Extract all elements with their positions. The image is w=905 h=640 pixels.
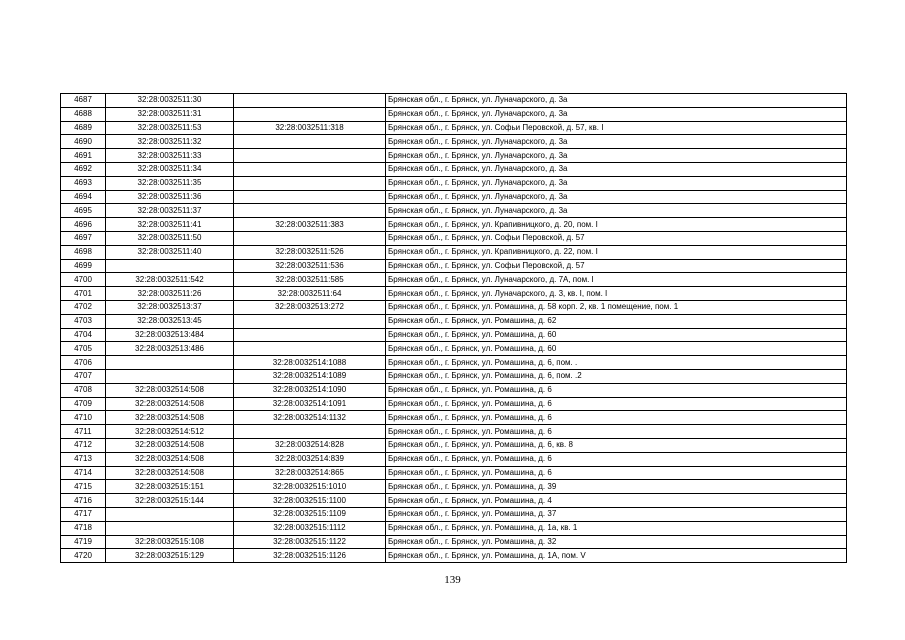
address-cell: Брянская обл., г. Брянск, ул. Ромашина, д. 32 [386,535,847,549]
object-cadastral-number-cell [234,204,386,218]
cadastral-number-cell: 32:28:0032511:40 [106,245,234,259]
cadastral-number-cell: 32:28:0032511:37 [106,204,234,218]
cadastral-number-cell: 32:28:0032514:512 [106,425,234,439]
address-cell: Брянская обл., г. Брянск, ул. Ромашина, д. 39 [386,480,847,494]
address-cell: Брянская обл., г. Брянск, ул. Ромашина, д. 6 [386,411,847,425]
address-cell: Брянская обл., г. Брянск, ул. Ромашина, д. 62 [386,314,847,328]
object-cadastral-number-cell: 32:28:0032515:1122 [234,535,386,549]
object-cadastral-number-cell: 32:28:0032511:318 [234,121,386,135]
address-cell: Брянская обл., г. Брянск, ул. Ромашина, д. 6, пом. .2 [386,369,847,383]
table-row [61,204,847,218]
address-cell: Брянская обл., г. Брянск, ул. Ромашина, д. 6 [386,466,847,480]
object-cadastral-number-cell [234,94,386,108]
cadastral-number-cell: 32:28:0032513:37 [106,300,234,314]
object-cadastral-number-cell: 32:28:0032511:64 [234,287,386,301]
table-row [61,383,847,397]
table-row [61,107,847,121]
address-cell: Брянская обл., г. Брянск, ул. Луначарского, д. 3а [386,149,847,163]
table-row [61,397,847,411]
address-cell: Брянская обл., г. Брянск, ул. Ромашина, д. 6, кв. 8 [386,438,847,452]
table-row [61,369,847,383]
row-number-cell: 4701 [61,287,106,301]
row-number-cell: 4688 [61,107,106,121]
table-row [61,300,847,314]
object-cadastral-number-cell [234,149,386,163]
cadastral-number-cell: 32:28:0032514:508 [106,466,234,480]
cadastral-number-cell: 32:28:0032511:41 [106,218,234,232]
object-cadastral-number-cell [234,190,386,204]
cadastral-number-cell: 32:28:0032514:508 [106,383,234,397]
row-number-cell: 4703 [61,314,106,328]
row-number-cell: 4692 [61,162,106,176]
object-cadastral-number-cell: 32:28:0032515:1112 [234,521,386,535]
table-row [61,162,847,176]
object-cadastral-number-cell [234,231,386,245]
cadastral-number-cell: 32:28:0032514:508 [106,397,234,411]
address-cell: Брянская обл., г. Брянск, ул. Ромашина, д. 60 [386,342,847,356]
object-cadastral-number-cell: 32:28:0032514:1088 [234,356,386,370]
object-cadastral-number-cell: 32:28:0032515:1100 [234,494,386,508]
row-number-cell: 4708 [61,383,106,397]
address-cell: Брянская обл., г. Брянск, ул. Луначарского, д. 3а [386,135,847,149]
row-number-cell: 4700 [61,273,106,287]
cadastral-number-cell: 32:28:0032511:32 [106,135,234,149]
row-number-cell: 4704 [61,328,106,342]
registry-table-body [61,94,847,563]
table-row [61,549,847,563]
table-row [61,149,847,163]
row-number-cell: 4687 [61,94,106,108]
table-row [61,507,847,521]
address-cell: Брянская обл., г. Брянск, ул. Луначарского, д. 3а [386,162,847,176]
table-row [61,452,847,466]
row-number-cell: 4718 [61,521,106,535]
address-cell: Брянская обл., г. Брянск, ул. Ромашина, д. 6 [386,425,847,439]
address-cell: Брянская обл., г. Брянск, ул. Софьи Перовской, д. 57 [386,259,847,273]
address-cell: Брянская обл., г. Брянск, ул. Ромашина, д. 60 [386,328,847,342]
table-row [61,425,847,439]
object-cadastral-number-cell: 32:28:0032515:1010 [234,480,386,494]
cadastral-number-cell: 32:28:0032511:35 [106,176,234,190]
row-number-cell: 4712 [61,438,106,452]
row-number-cell: 4705 [61,342,106,356]
object-cadastral-number-cell: 32:28:0032514:1132 [234,411,386,425]
object-cadastral-number-cell: 32:28:0032514:1091 [234,397,386,411]
address-cell: Брянская обл., г. Брянск, ул. Луначарского, д. 3а [386,190,847,204]
object-cadastral-number-cell: 32:28:0032514:1090 [234,383,386,397]
row-number-cell: 4711 [61,425,106,439]
row-number-cell: 4697 [61,231,106,245]
object-cadastral-number-cell: 32:28:0032511:383 [234,218,386,232]
address-cell: Брянская обл., г. Брянск, ул. Крапивницкого, д. 20, пом. I [386,218,847,232]
address-cell: Брянская обл., г. Брянск, ул. Луначарского, д. 7А, пом. I [386,273,847,287]
row-number-cell: 4698 [61,245,106,259]
address-cell: Брянская обл., г. Брянск, ул. Луначарского, д. 3а [386,94,847,108]
table-row [61,190,847,204]
row-number-cell: 4691 [61,149,106,163]
address-cell: Брянская обл., г. Брянск, ул. Ромашина, д. 4 [386,494,847,508]
table-row [61,121,847,135]
object-cadastral-number-cell: 32:28:0032514:839 [234,452,386,466]
object-cadastral-number-cell [234,342,386,356]
table-row [61,328,847,342]
address-cell: Брянская обл., г. Брянск, ул. Луначарского, д. 3а [386,176,847,190]
address-cell: Брянская обл., г. Брянск, ул. Луначарского, д. 3, кв. I, пом. I [386,287,847,301]
address-cell: Брянская обл., г. Брянск, ул. Ромашина, д. 58 корп. 2, кв. 1 помещение, пом. 1 [386,300,847,314]
object-cadastral-number-cell: 32:28:0032515:1109 [234,507,386,521]
table-row [61,273,847,287]
table-row [61,342,847,356]
address-cell: Брянская обл., г. Брянск, ул. Ромашина, д. 6 [386,383,847,397]
cadastral-number-cell: 32:28:0032511:50 [106,231,234,245]
page-number: 139 [444,574,461,586]
object-cadastral-number-cell [234,314,386,328]
object-cadastral-number-cell [234,328,386,342]
address-cell: Брянская обл., г. Брянск, ул. Ромашина, д. 1а, кв. 1 [386,521,847,535]
address-cell: Брянская обл., г. Брянск, ул. Ромашина, д. 1А, пом. V [386,549,847,563]
row-number-cell: 4707 [61,369,106,383]
registry-table [60,93,847,563]
address-cell: Брянская обл., г. Брянск, ул. Крапивницкого, д. 22, пом. I [386,245,847,259]
row-number-cell: 4716 [61,494,106,508]
table-row [61,135,847,149]
object-cadastral-number-cell: 32:28:0032515:1126 [234,549,386,563]
object-cadastral-number-cell: 32:28:0032511:536 [234,259,386,273]
cadastral-number-cell: 32:28:0032514:508 [106,411,234,425]
object-cadastral-number-cell: 32:28:0032513:272 [234,300,386,314]
address-cell: Брянская обл., г. Брянск, ул. Софьи Перовской, д. 57 [386,231,847,245]
row-number-cell: 4720 [61,549,106,563]
cadastral-number-cell: 32:28:0032513:484 [106,328,234,342]
cadastral-number-cell: 32:28:0032511:542 [106,273,234,287]
cadastral-number-cell: 32:28:0032515:108 [106,535,234,549]
table-row [61,438,847,452]
row-number-cell: 4694 [61,190,106,204]
address-cell: Брянская обл., г. Брянск, ул. Ромашина, д. 6 [386,452,847,466]
table-row [61,94,847,108]
row-number-cell: 4690 [61,135,106,149]
object-cadastral-number-cell [234,176,386,190]
table-row [61,176,847,190]
row-number-cell: 4702 [61,300,106,314]
cadastral-number-cell: 32:28:0032513:486 [106,342,234,356]
cadastral-number-cell: 32:28:0032515:129 [106,549,234,563]
cadastral-number-cell: 32:28:0032511:36 [106,190,234,204]
cadastral-number-cell: 32:28:0032513:45 [106,314,234,328]
cadastral-number-cell: 32:28:0032511:33 [106,149,234,163]
row-number-cell: 4706 [61,356,106,370]
object-cadastral-number-cell: 32:28:0032514:865 [234,466,386,480]
row-number-cell: 4710 [61,411,106,425]
object-cadastral-number-cell: 32:28:0032514:828 [234,438,386,452]
row-number-cell: 4717 [61,507,106,521]
cadastral-number-cell: 32:28:0032514:508 [106,438,234,452]
cadastral-number-cell [106,369,234,383]
table-row [61,245,847,259]
object-cadastral-number-cell [234,135,386,149]
table-row [61,494,847,508]
cadastral-number-cell: 32:28:0032511:34 [106,162,234,176]
address-cell: Брянская обл., г. Брянск, ул. Софьи Перовской, д. 57, кв. I [386,121,847,135]
table-row [61,480,847,494]
cadastral-number-cell [106,507,234,521]
address-cell: Брянская обл., г. Брянск, ул. Ромашина, д. 37 [386,507,847,521]
row-number-cell: 4715 [61,480,106,494]
table-row [61,218,847,232]
row-number-cell: 4713 [61,452,106,466]
table-row [61,466,847,480]
table-row [61,356,847,370]
cadastral-number-cell [106,356,234,370]
cadastral-number-cell: 32:28:0032511:26 [106,287,234,301]
cadastral-number-cell: 32:28:0032511:53 [106,121,234,135]
address-cell: Брянская обл., г. Брянск, ул. Луначарского, д. 3а [386,107,847,121]
table-row [61,259,847,273]
cadastral-number-cell [106,521,234,535]
cadastral-number-cell [106,259,234,273]
object-cadastral-number-cell: 32:28:0032511:585 [234,273,386,287]
object-cadastral-number-cell [234,425,386,439]
table-row [61,535,847,549]
row-number-cell: 4714 [61,466,106,480]
row-number-cell: 4709 [61,397,106,411]
address-cell: Брянская обл., г. Брянск, ул. Луначарского, д. 3а [386,204,847,218]
table-row [61,231,847,245]
object-cadastral-number-cell [234,107,386,121]
table-row [61,411,847,425]
cadastral-number-cell: 32:28:0032514:508 [106,452,234,466]
object-cadastral-number-cell: 32:28:0032514:1089 [234,369,386,383]
row-number-cell: 4699 [61,259,106,273]
row-number-cell: 4719 [61,535,106,549]
cadastral-number-cell: 32:28:0032515:151 [106,480,234,494]
address-cell: Брянская обл., г. Брянск, ул. Ромашина, д. 6 [386,397,847,411]
object-cadastral-number-cell: 32:28:0032511:526 [234,245,386,259]
row-number-cell: 4695 [61,204,106,218]
address-cell: Брянская обл., г. Брянск, ул. Ромашина, д. 6, пом. . [386,356,847,370]
row-number-cell: 4696 [61,218,106,232]
table-row [61,287,847,301]
cadastral-number-cell: 32:28:0032511:31 [106,107,234,121]
cadastral-number-cell: 32:28:0032511:30 [106,94,234,108]
object-cadastral-number-cell [234,162,386,176]
table-row [61,314,847,328]
row-number-cell: 4689 [61,121,106,135]
row-number-cell: 4693 [61,176,106,190]
cadastral-number-cell: 32:28:0032515:144 [106,494,234,508]
table-row [61,521,847,535]
